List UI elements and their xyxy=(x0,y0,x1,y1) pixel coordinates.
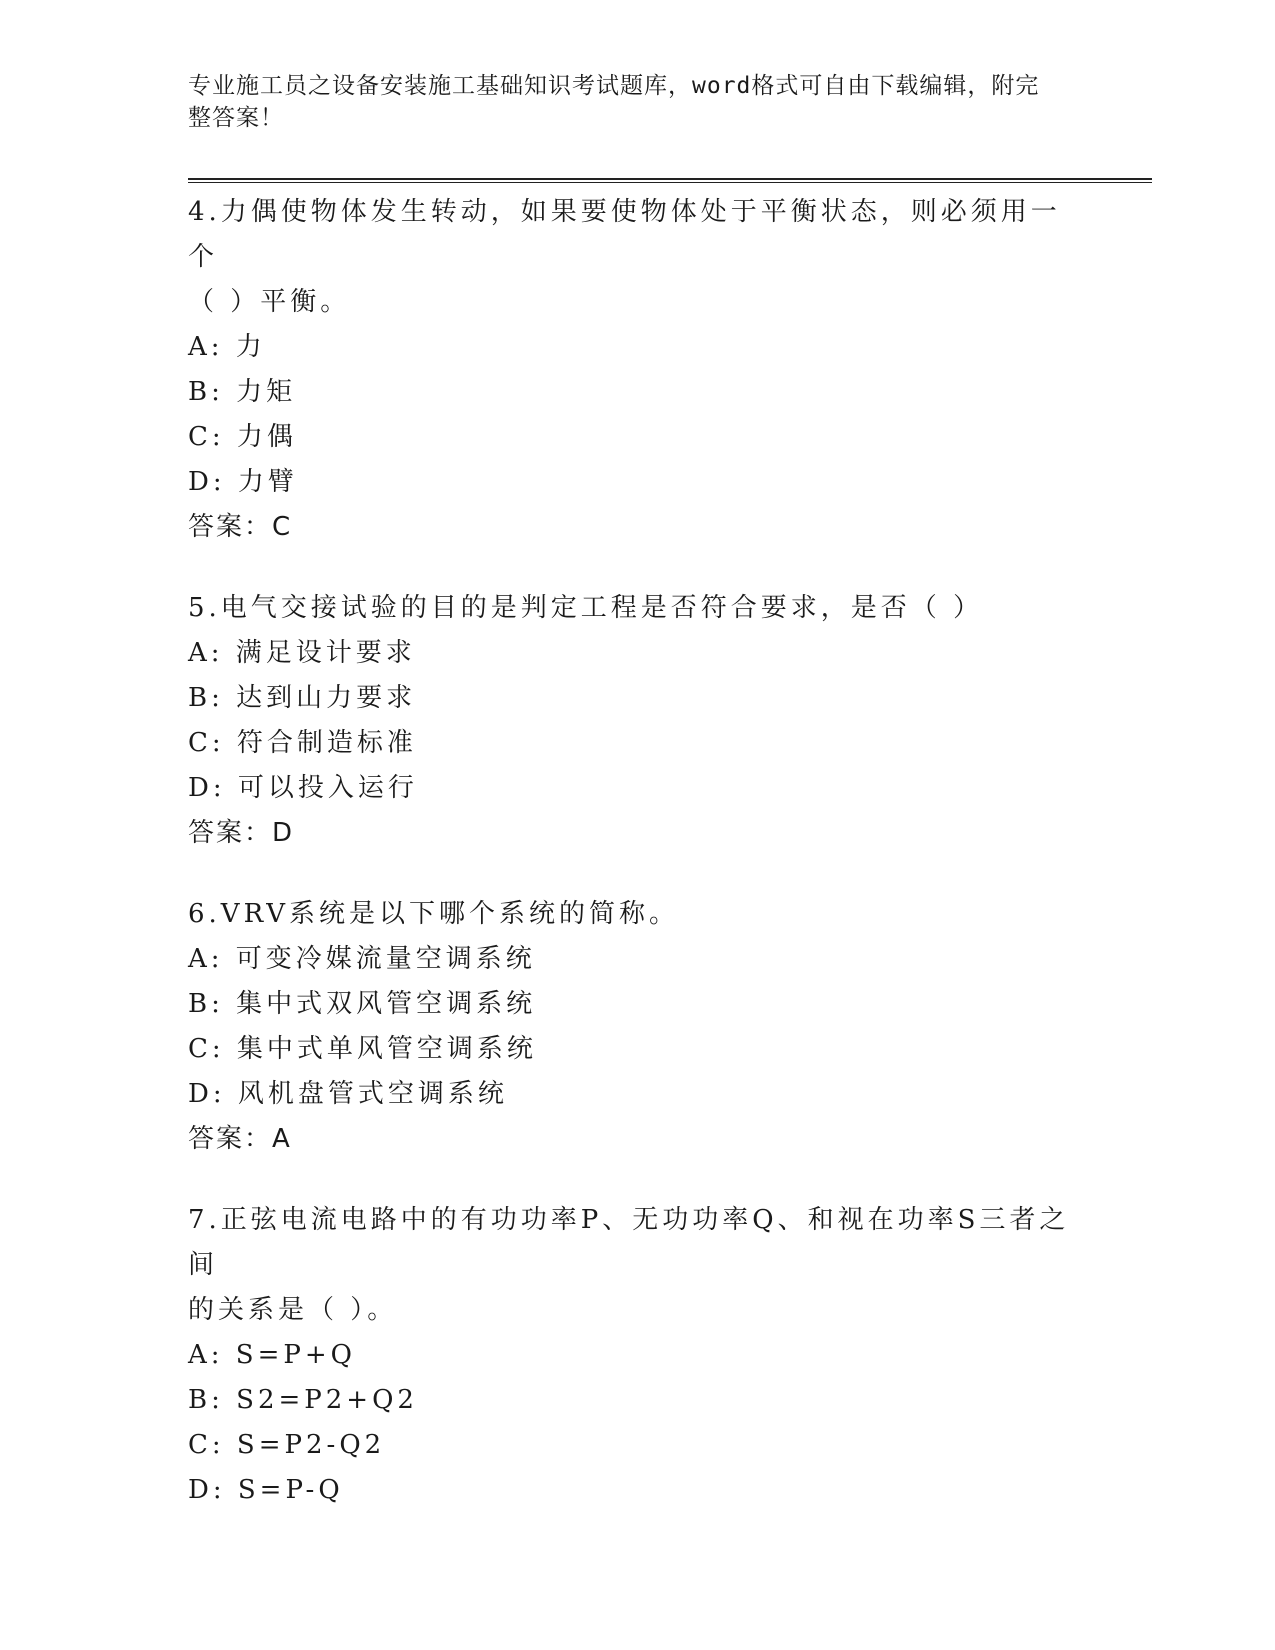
document-header xyxy=(188,70,1088,134)
header-line-1: 专业施工员之设备安装施工基础知识考试题库，word格式可自由下载编辑，附完 xyxy=(188,73,1040,99)
question-4 xyxy=(188,190,1088,550)
question-7 xyxy=(188,1198,1088,1513)
answer: 答案：C xyxy=(188,512,293,542)
question-6 xyxy=(188,892,1088,1162)
option-a: A: 满足设计要求 xyxy=(188,638,416,668)
question-stem-line-1: 7.正弦电流电路中的有功功率P、无功功率Q、和视在功率S三者之间 xyxy=(188,1205,1070,1280)
option-b: B: 达到山力要求 xyxy=(188,683,417,713)
question-stem-line-2: 的关系是（ ）。 xyxy=(188,1295,398,1325)
option-d: D: 力臂 xyxy=(188,467,298,497)
question-stem-line-2: （ ）平衡。 xyxy=(188,287,351,317)
option-c: C: 集中式单风管空调系统 xyxy=(188,1034,537,1064)
option-a: A: 可变冷媒流量空调系统 xyxy=(188,944,536,974)
option-c: C: 力偶 xyxy=(188,422,297,452)
option-b: B: S2=P2+Q2 xyxy=(188,1385,418,1415)
question-list xyxy=(188,190,1088,1549)
option-d: D: 可以投入运行 xyxy=(188,773,418,803)
question-stem xyxy=(188,190,1088,325)
option-b: B: 力矩 xyxy=(188,377,297,407)
answer: 答案：A xyxy=(188,1124,292,1154)
option-c: C: S=P2-Q2 xyxy=(188,1430,386,1460)
question-stem-line-1: 5.电气交接试验的目的是判定工程是否符合要求，是否（ ） xyxy=(188,593,984,623)
option-c: C: 符合制造标准 xyxy=(188,728,417,758)
option-d: D: S=P-Q xyxy=(188,1475,344,1505)
option-d: D: 风机盘管式空调系统 xyxy=(188,1079,508,1109)
question-stem xyxy=(188,586,1088,631)
option-a: A: S=P+Q xyxy=(188,1340,356,1370)
question-stem xyxy=(188,1198,1088,1333)
question-stem xyxy=(188,892,1088,937)
option-b: B: 集中式双风管空调系统 xyxy=(188,989,537,1019)
header-line-2: 整答案！ xyxy=(188,105,284,131)
question-stem-line-1: 6.VRV系统是以下哪个系统的简称。 xyxy=(188,899,680,929)
header-divider xyxy=(188,178,1152,183)
option-a: A: 力 xyxy=(188,332,266,362)
answer: 答案：D xyxy=(188,818,295,848)
question-stem-line-1: 4.力偶使物体发生转动，如果要使物体处于平衡状态，则必须用一个 xyxy=(188,197,1061,272)
question-5 xyxy=(188,586,1088,856)
